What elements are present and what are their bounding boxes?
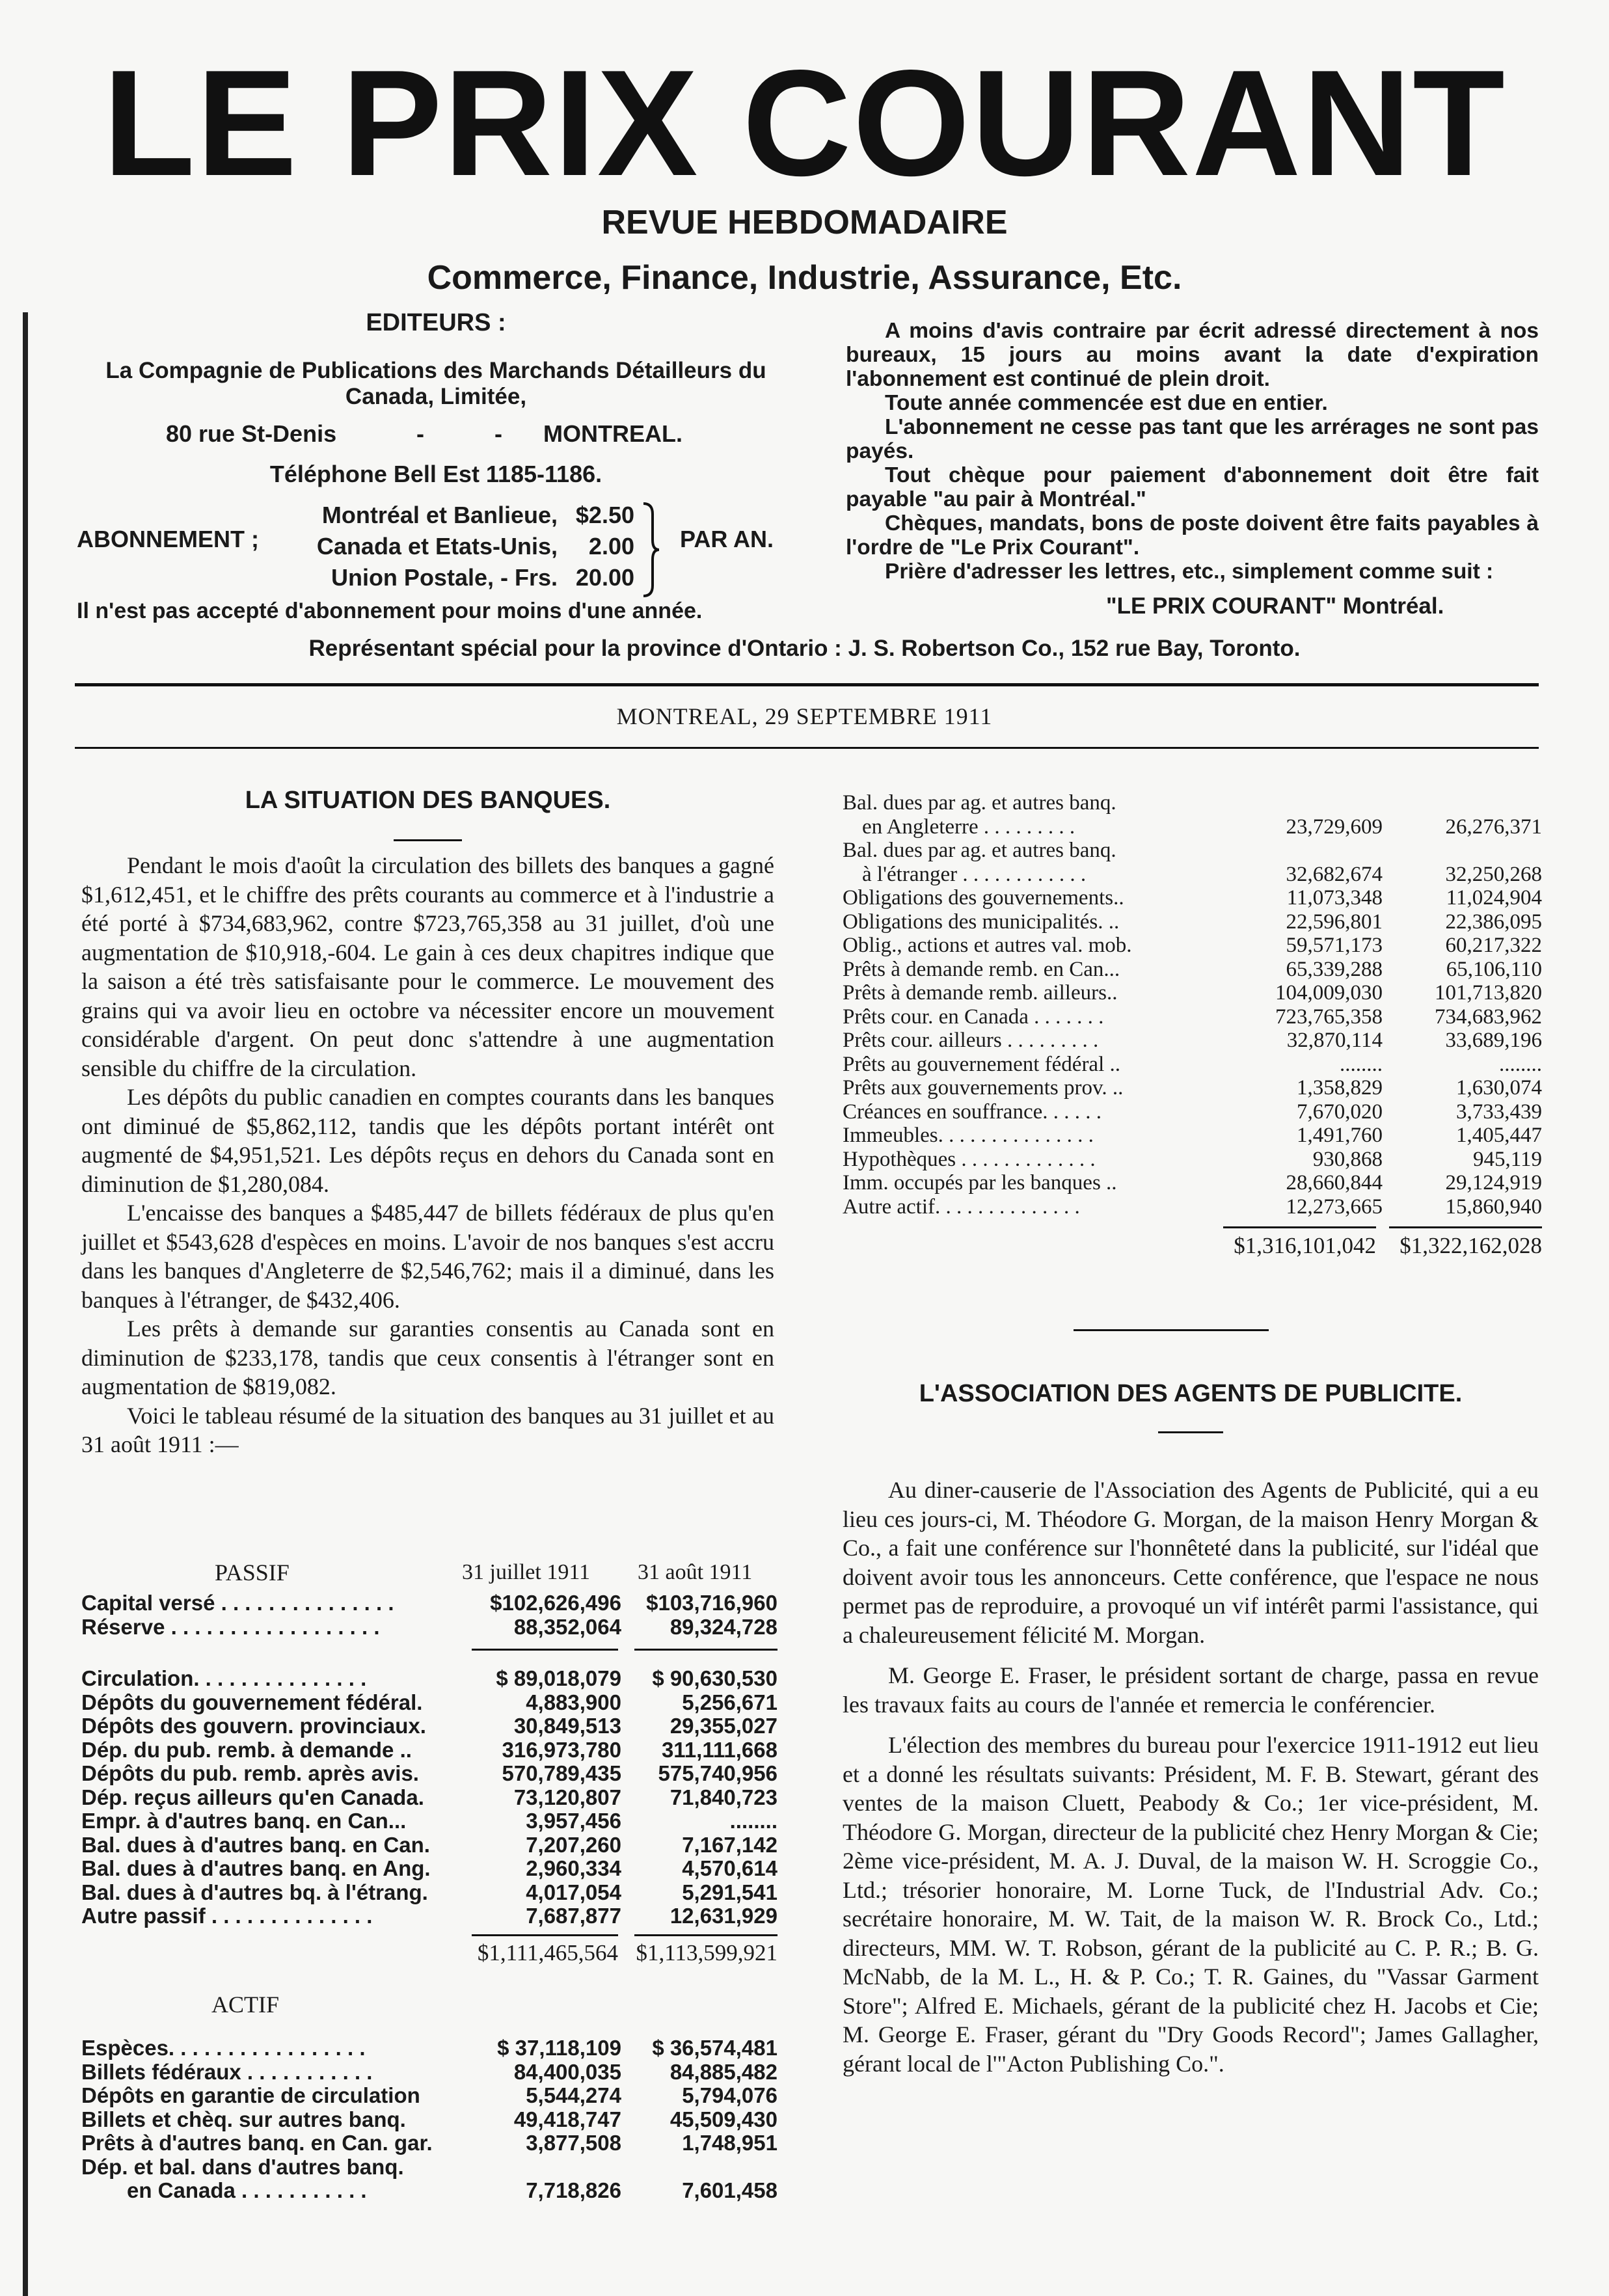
notice-paragraph: Chèques, mandats, bons de poste doivent être faits payables à l'ordre de "Le Prix Courant". [846, 511, 1539, 560]
table-row [843, 1171, 1542, 1195]
row-value-august: 1,748,951 [682, 2131, 777, 2155]
row-label: Bal. dues à d'autres banq. en Can. [81, 1832, 430, 1857]
article-body [81, 851, 774, 1459]
article-paragraph: M. George E. Fraser, le président sortant de charge, passa en revue les travaux faits au cours de l'année et remercia le conférencier. [843, 1662, 1539, 1718]
row-label: Dép. et bal. dans d'autres banq. [81, 2154, 404, 2179]
total-line [1223, 1226, 1376, 1228]
row-value-august: 33,689,196 [1445, 1029, 1542, 1052]
table-row [81, 1904, 777, 1928]
table-row [843, 910, 1542, 934]
table-row [81, 1786, 777, 1810]
actif-total-july: $1,316,101,042 [1234, 1233, 1376, 1258]
actif-total-august: $1,322,162,028 [1399, 1233, 1542, 1258]
row-value-august: 1,405,447 [1456, 1124, 1542, 1147]
table-row [81, 1762, 777, 1786]
table-row [843, 1148, 1542, 1172]
row-label: Prêts cour. ailleurs . . . . . . . . . [843, 1029, 1099, 1052]
row-value-july: 930,868 [1312, 1147, 1383, 1171]
brace-icon [641, 501, 660, 599]
row-label: Dépôts du pub. remb. après avis. [81, 1761, 419, 1785]
article-body [843, 1476, 1539, 2078]
row-value-july: $102,626,496 [490, 1591, 621, 1615]
publisher-label: EDITEURS : [366, 309, 506, 336]
table-row [81, 1615, 777, 1640]
row-label: Imm. occupés par les banques .. [843, 1171, 1117, 1195]
row-value-july: 49,418,747 [513, 2107, 621, 2131]
row-label: Créances en souffrance. . . . . . [843, 1100, 1102, 1124]
table-row [81, 2108, 777, 2132]
row-label: Dép. reçus ailleurs qu'en Canada. [81, 1785, 424, 1809]
row-value-july: 32,682,674 [1286, 862, 1383, 886]
row-label: Obligations des municipalités. .. [843, 910, 1120, 934]
row-value-july: 1,491,760 [1297, 1124, 1383, 1147]
actif-heading: ACTIF [211, 1992, 280, 2018]
article-paragraph: Voici le tableau résumé de la situation des banques au 31 juillet et au 31 août 1911 :— [81, 1402, 774, 1457]
row-label: Oblig., actions et autres val. mob. [843, 934, 1132, 957]
table-row [843, 839, 1542, 863]
row-value-august: 89,324,728 [669, 1614, 777, 1639]
row-label: Empr. à d'autres banq. en Can... [81, 1809, 407, 1833]
row-value-july: 7,670,020 [1297, 1100, 1383, 1124]
row-value-july: 1,358,829 [1297, 1076, 1383, 1100]
rate-place: Union Postale, - Frs. [331, 564, 558, 591]
subtotal-line [472, 1649, 618, 1651]
row-value-august: $ 90,630,530 [652, 1666, 777, 1690]
notice-signature: "LE PRIX COURANT" Montréal. [1106, 593, 1444, 619]
row-value-july: 316,973,780 [502, 1737, 621, 1762]
row-value-august: 1,630,074 [1456, 1076, 1542, 1100]
table-row [81, 1714, 777, 1738]
rate-price: 20.00 [575, 564, 634, 591]
row-value-august: ........ [729, 1809, 777, 1833]
table-row [843, 886, 1542, 910]
row-label: Dépôts du gouvernement fédéral. [81, 1690, 423, 1714]
table-row [843, 1029, 1542, 1053]
row-value-august: 7,601,458 [682, 2178, 777, 2202]
row-value-august [1383, 839, 1542, 863]
table-row [843, 815, 1542, 839]
row-label: Autre passif . . . . . . . . . . . . . . [81, 1904, 373, 1928]
row-value-august: 4,570,614 [682, 1856, 777, 1880]
row-value-august: 734,683,962 [1435, 1005, 1542, 1029]
row-value-july: 73,120,807 [513, 1785, 621, 1809]
row-value-august: 65,106,110 [1446, 957, 1542, 981]
row-label: Espèces. . . . . . . . . . . . . . . . . [81, 2036, 366, 2060]
row-value-august: 32,250,268 [1445, 862, 1542, 886]
table-row [81, 1833, 777, 1857]
row-value-july: 59,571,173 [1286, 934, 1383, 957]
row-value-august: 5,794,076 [682, 2083, 777, 2107]
table-row [81, 2060, 777, 2085]
subtotal-line [634, 1649, 777, 1651]
passif-total-august: $1,113,599,921 [636, 1940, 777, 1965]
dateline: MONTREAL, 29 SEPTEMBRE 1911 [616, 703, 993, 729]
row-label: Prêts aux gouvernements prov. .. [843, 1076, 1124, 1100]
row-value-july: 7,718,826 [526, 2178, 621, 2202]
masthead-title: LE PRIX COURANT [103, 39, 1506, 208]
address-dash: - [416, 420, 424, 447]
row-value-august: 101,713,820 [1435, 981, 1542, 1005]
row-value-july: $ 89,018,079 [496, 1666, 621, 1690]
row-label: Obligations des gouvernements.. [843, 886, 1124, 910]
table-row [81, 2036, 777, 2060]
row-value-july: 4,017,054 [526, 1880, 621, 1904]
row-label: Prêts à demande remb. ailleurs.. [843, 981, 1118, 1005]
actif-table [81, 2036, 777, 2203]
column-heading-july: 31 juillet 1911 [462, 1560, 591, 1584]
row-value-july: 88,352,064 [513, 1614, 621, 1639]
row-value-july: 723,765,358 [1275, 1005, 1383, 1029]
row-value-july: 7,687,877 [526, 1904, 621, 1928]
row-value-july: $ 37,118,109 [497, 2036, 621, 2060]
row-value-july: 3,877,508 [526, 2131, 621, 2155]
article-paragraph: Les prêts à demande sur garanties consentis au Canada sont en diminution de $233,178, tandis que ceux consentis à l'étranger sont en augmentation de $819,082. [81, 1316, 774, 1399]
divider [75, 747, 1539, 749]
divider [394, 839, 462, 841]
row-value-july: 23,729,609 [1286, 815, 1383, 839]
divider [1158, 1431, 1223, 1433]
notice-paragraph: A moins d'avis contraire par écrit adressé directement à nos bureaux, 15 jours au moins avant la date d'expiration l'abonnement est continué de plein droit. [846, 319, 1539, 391]
row-label: Dépôts en garantie de circulation [81, 2083, 420, 2107]
row-label: en Canada . . . . . . . . . . . [127, 2178, 367, 2202]
row-label: Réserve . . . . . . . . . . . . . . . . . . [81, 1614, 380, 1639]
row-value-august: $ 36,574,481 [652, 2036, 777, 2060]
row-value-august: 7,167,142 [682, 1832, 777, 1857]
row-value-july: 3,957,456 [526, 1809, 621, 1833]
row-value-july: 65,339,288 [1286, 957, 1383, 981]
table-row [81, 1691, 777, 1715]
table-row [81, 1738, 777, 1763]
table-row [81, 2179, 777, 2203]
rate-place: Montréal et Banlieue, [321, 502, 558, 528]
row-value-august: 84,885,482 [669, 2059, 777, 2084]
row-value-july: 7,207,260 [526, 1832, 621, 1857]
row-value-july: 5,544,274 [526, 2083, 621, 2107]
table-row [843, 934, 1542, 958]
table-row [843, 1076, 1542, 1100]
row-value-july [472, 2155, 621, 2180]
row-label: Billets fédéraux . . . . . . . . . . . [81, 2059, 373, 2084]
table-row [81, 1809, 777, 1833]
passif-heading: PASSIF [215, 1560, 290, 1586]
row-value-august: 11,024,904 [1446, 886, 1542, 910]
passif-total-july: $1,111,465,564 [477, 1940, 618, 1965]
table-row [81, 1857, 777, 1881]
row-value-july [1226, 839, 1383, 863]
row-value-july: 22,596,801 [1286, 910, 1383, 934]
table-row [843, 1124, 1542, 1148]
article-paragraph: L'encaisse des banques a $485,447 de billets fédéraux de plus qu'en juillet et $543,628 d'espèces en moins. L'avoir de nos banques s'est accru dans les banques d'Angleterre de $2,546,762; mais il a diminué, dans les banques à l'étranger, de $432,406. [81, 1200, 774, 1313]
table-row [81, 1881, 777, 1905]
row-value-august: 26,276,371 [1445, 815, 1542, 839]
row-value-august: 60,217,322 [1445, 934, 1542, 957]
row-label: Hypothèques . . . . . . . . . . . . . [843, 1147, 1096, 1171]
row-value-august: 12,631,929 [669, 1904, 777, 1928]
row-value-august: 22,386,095 [1445, 910, 1542, 934]
article-headline: L'ASSOCIATION DES AGENTS DE PUBLICITE. [919, 1380, 1463, 1407]
row-value-august: 29,124,919 [1445, 1171, 1542, 1195]
subscription-period: PAR AN. [680, 526, 774, 552]
row-value-july: 11,073,348 [1286, 886, 1383, 910]
article-headline: LA SITUATION DES BANQUES. [245, 787, 611, 814]
row-value-august: 945,119 [1472, 1147, 1542, 1171]
rate-price: 2.00 [588, 533, 634, 560]
row-value-august: 71,840,723 [669, 1785, 777, 1809]
subscription-minimum: Il n'est pas accepté d'abonnement pour moins d'une année. [77, 599, 703, 623]
rate-price: $2.50 [575, 502, 634, 528]
row-value-august [1383, 791, 1542, 815]
table-row [81, 2155, 777, 2180]
rate-row [296, 562, 634, 593]
row-value-august: 3,733,439 [1456, 1100, 1542, 1124]
rate-place: Canada et Etats-Unis, [316, 533, 558, 560]
masthead-tagline: Commerce, Finance, Industrie, Assurance, Etc. [427, 259, 1182, 297]
row-label: Prêts au gouvernement fédéral .. [843, 1052, 1121, 1076]
notice-paragraph: Prière d'adresser les lettres, etc., simplement comme suit : [885, 560, 1494, 584]
row-value-july: ........ [1340, 1052, 1383, 1076]
row-label: à l'étranger . . . . . . . . . . . . [862, 862, 1087, 886]
subscription-notice [846, 319, 1539, 584]
row-value-july: 570,789,435 [502, 1761, 621, 1785]
row-label: Bal. dues par ag. et autres banq. [843, 839, 1116, 862]
row-value-august: 45,509,430 [669, 2107, 777, 2131]
row-label: Billets et chèq. sur autres banq. [81, 2107, 406, 2131]
row-value-july: 84,400,035 [513, 2059, 621, 2084]
row-label: Prêts cour. en Canada . . . . . . . [843, 1005, 1104, 1029]
table-row [843, 863, 1542, 887]
row-value-july: 12,273,665 [1286, 1195, 1383, 1219]
row-value-july [1226, 791, 1383, 815]
table-row [843, 1100, 1542, 1124]
row-value-july: 4,883,900 [526, 1690, 621, 1714]
table-row [81, 1591, 777, 1615]
row-value-august [621, 2155, 777, 2180]
table-row [81, 2084, 777, 2108]
article-paragraph: Les dépôts du public canadien en comptes courants dans les banques ont diminué de $5,862,112, tandis que les dépôts portant intérêt ont augmenté de $4,951,521. Les dépôts reçus en dehors du Canada sont en diminution de $1,280,084. [81, 1084, 774, 1197]
row-value-august: 5,256,671 [682, 1690, 777, 1714]
rate-row [296, 500, 634, 531]
row-label: Circulation. . . . . . . . . . . . . . . [81, 1666, 367, 1690]
row-value-august: 15,860,940 [1445, 1195, 1542, 1219]
row-value-july: 32,870,114 [1286, 1029, 1383, 1052]
scan-edge [23, 312, 28, 2296]
masthead-subtitle: REVUE HEBDOMADAIRE [601, 204, 1008, 241]
divider [1074, 1329, 1269, 1331]
total-line [1389, 1226, 1542, 1228]
row-label: Bal. dues par ag. et autres banq. [843, 791, 1116, 815]
row-value-august: 29,355,027 [669, 1714, 777, 1738]
row-value-august: 575,740,956 [658, 1761, 777, 1785]
table-row [843, 1053, 1542, 1077]
publisher-street: 80 rue St-Denis [166, 420, 337, 447]
row-label: Prêts à d'autres banq. en Can. gar. [81, 2131, 433, 2155]
article-paragraph: Pendant le mois d'août la circulation des billets des banques a gagné $1,612,451, et le chiffre des prêts courants au commerce et à l'industrie a été porté à $734,683,962, contre $723,765,358 au 31 juillet, d'où une augmentation de $10,918,-604. Le gain à ces deux chapitres indique que la saison a été très satisfaisante pour le commerce. Le mouvement des grains qui va avoir lieu en octobre va nécessiter encore un mouvement considérable d'argent. On peut donc s'attendre à une augmentation sensible du chiffre de la circulation. [81, 852, 774, 1081]
row-label: Bal. dues à d'autres banq. en Ang. [81, 1856, 431, 1880]
row-label: Dép. du pub. remb. à demande .. [81, 1737, 412, 1762]
passif-table-capital [81, 1591, 777, 1639]
table-row [81, 1667, 777, 1691]
divider [75, 683, 1539, 686]
row-value-july: 28,660,844 [1286, 1171, 1383, 1195]
rate-row [296, 531, 634, 562]
table-row [843, 1005, 1542, 1029]
row-label: Prêts à demande remb. en Can... [843, 957, 1120, 981]
row-value-july: 104,009,030 [1275, 981, 1383, 1005]
total-line [472, 1934, 618, 1936]
address-dash: - [494, 420, 502, 447]
row-value-august: 5,291,541 [682, 1880, 777, 1904]
row-label: Capital versé . . . . . . . . . . . . . . . [81, 1591, 394, 1615]
actif-table-continued [843, 791, 1542, 1219]
row-value-july: 30,849,513 [513, 1714, 621, 1738]
row-label: Dépôts des gouvern. provinciaux. [81, 1714, 426, 1738]
row-label: Autre actif. . . . . . . . . . . . . . [843, 1195, 1080, 1219]
publisher-telephone: Téléphone Bell Est 1185-1186. [269, 461, 602, 487]
subscription-rates [296, 500, 634, 593]
row-value-august: ........ [1499, 1052, 1542, 1076]
ontario-representative: Représentant spécial pour la province d'Ontario : J. S. Robertson Co., 152 rue Bay, Toronto. [308, 636, 1301, 661]
article-paragraph: Au diner-causerie de l'Association des Agents de Publicité, qui a eu lieu ces jours-ci, M. Théodore G. Morgan, de la maison Henry Morgan & Co., a fait une conférence sur l'honnêteté dans la publicité, sur l'idéal que doivent avoir tous les annonceurs. Cette conférence, que l'espace ne nous permet pas de reproduire, a provoqué un vif intérêt parmi l'assistance, qui a chaleureusement félicité M. Morgan. [843, 1477, 1539, 1648]
subscription-label: ABONNEMENT ; [77, 526, 259, 552]
row-label: Immeubles. . . . . . . . . . . . . . . [843, 1124, 1094, 1147]
table-row [843, 958, 1542, 982]
notice-paragraph: Toute année commencée est due en entier. [885, 391, 1328, 415]
article-paragraph: L'élection des membres du bureau pour l'exercice 1911-1912 eut lieu et a donné les résultats suivants: Président, M. F. B. Stewart, gérant des ventes de la maison Cluett, Peabody & Co.; 1er vice-président, M. Théodore G. Morgan, directeur de la publicité chez Henry Morgan & Cie; 2ème vice-président, M. A. J. Duval, de la maison W. H. Scroggie Co., Ltd.; trésorier honoraire, M. Lorne Tuck, de l'Industrial Adv. Co.; secrétaire honoraire, M. W. Tait, de la maison W. R. Brock Co., Ltd.; directeurs, MM. W. T. Robson, gérant de la publicité au C. P. R.; B. G. McNabb, de la M. L., H. & P. Co.; T. R. Gaines, du "Vassar Garment Store"; Alfred E. Michaels, gérant de la publicité chez H. Jacobs et Cie; M. George E. Fraser, gérant du "Dry Goods Record"; James Gallagher, gérant local de l'"Acton Publishing Co.". [843, 1732, 1539, 2077]
notice-paragraph: L'abonnement ne cesse pas tant que les arrérages ne sont pas payés. [846, 415, 1539, 463]
publisher-company: La Compagnie de Publications des Marchands Détailleurs du Canada, Limitée, [105, 358, 766, 409]
row-label: en Angleterre . . . . . . . . . [862, 815, 1075, 839]
passif-table [81, 1667, 777, 1928]
notice-paragraph: Tout chèque pour paiement d'abonnement doit être fait payable "au pair à Montréal." [846, 463, 1539, 511]
column-heading-august: 31 août 1911 [638, 1560, 753, 1584]
row-value-august: 311,111,668 [661, 1737, 777, 1762]
row-value-july: 2,960,334 [526, 1856, 621, 1880]
publisher-city: MONTREAL. [543, 420, 683, 447]
total-line [634, 1934, 777, 1936]
row-label: Bal. dues à d'autres bq. à l'étrang. [81, 1880, 428, 1904]
table-row [843, 791, 1542, 815]
table-row [843, 981, 1542, 1005]
table-row [81, 2131, 777, 2155]
table-row [843, 1195, 1542, 1219]
row-value-august: $103,716,960 [646, 1591, 777, 1615]
